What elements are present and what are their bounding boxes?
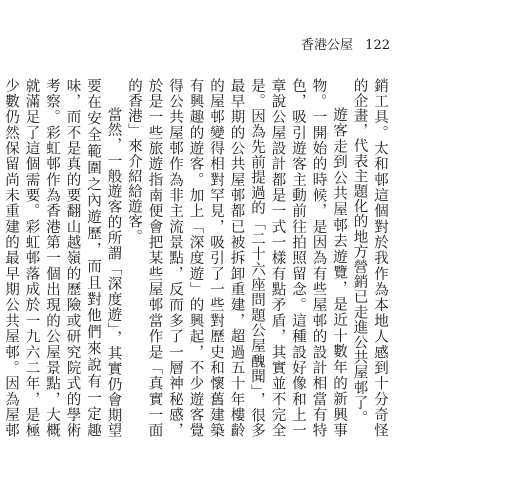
paragraph-1: 銷工具。太和邨這個對於我作為本地人感到十分奇怪的企畫，代表主題化的地方營銷已走進公共屋邨了。 xyxy=(351,78,388,438)
running-header xyxy=(301,38,390,54)
page-number: 122 xyxy=(365,38,390,53)
paragraph-3: 當然，一般遊客的所謂「深度遊」，其實仍會期望要在安全範圍之內遊歷，而且對他們來說有一定趣味，而不是真的要翻山越嶺的歷險或研究院式的學術考察。彩虹邨作為香港第一個出現的公屋景點，大概就滿足了這個需要。彩虹邨落成於一九六二年，是極少數仍然保留尚未重建的最早期公共屋邨。因為屋邨 xyxy=(3,78,122,438)
header-title: 香港公屋 xyxy=(301,38,354,53)
body-text xyxy=(3,78,390,438)
paragraph-2: 遊客走到公共屋邨去遊覽，是近十數年的新興事物。一開始的時候，是因為有些屋邨的設計相當有特色，吸引遊客主動前往拍照留念。這種設好像和上一章說公屋設計都是一式一樣有點矛盾，其實並不完全是。因為先前提過的「二十六座問題公屋醜聞」，很多最早期的公共屋邨都已被拆卸重建，超過五十年樓齡的屋邨變得相對罕見，吸引了一些對歷史和懷舊建築有興趣的遊客。加上「深度遊」的興起，不少遊客覺得公共屋邨作為非主流景點，反而多了一層神秘感，於是一些旅遊指南便會把某些屋邨當作是「真實一面的香港」來介紹給遊客。 xyxy=(126,78,347,438)
